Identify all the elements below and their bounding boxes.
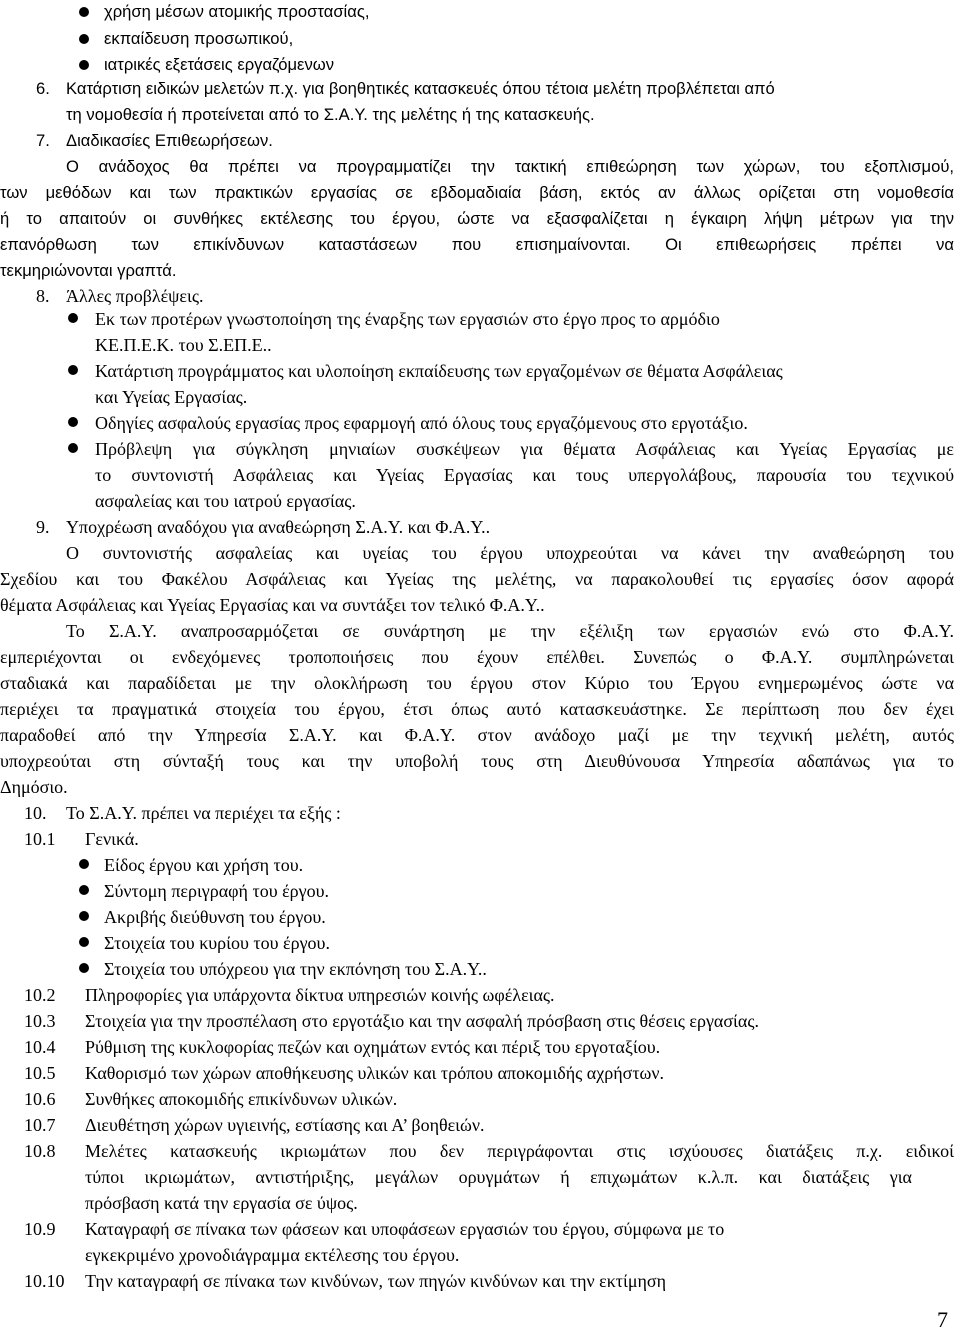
item-number: 6.: [36, 79, 50, 98]
list-item: Κατάρτιση προγράμματος και υλοποίηση εκπαίδευσης των εργαζομένων σε θέματα Ασφάλειας: [95, 361, 783, 381]
list-item: ασφαλείας και του ιατρού εργασίας.: [95, 491, 356, 511]
subitem-text: Μελέτες κατασκευής ικριωμάτων που δεν περιγράφονται στις ισχύουσες διατάξεις π.χ. ειδικοί: [85, 1141, 954, 1161]
item-number: 8.: [36, 286, 50, 306]
subitem-text: Στοιχεία για την προσπέλαση στο εργοτάξιο και την ασφαλή πρόσβαση στις θέσεις εργασίας.: [85, 1011, 759, 1031]
section-title: Υποχρέωση αναδόχου για αναθεώρηση Σ.Α.Υ. και Φ.Α.Υ..: [66, 517, 491, 537]
item-number: 9.: [36, 517, 50, 537]
list-item: χρήση μέσων ατομικής προστασίας,: [104, 2, 370, 21]
list-item: Εκ των προτέρων γνωστοποίηση της έναρξης των εργασιών στο έργο προς το αρμόδιο: [95, 309, 720, 329]
list-item: Οδηγίες ασφαλούς εργασίας προς εφαρμογή από όλους τους εργαζόμενους στο εργοτάξιο.: [95, 413, 748, 433]
subitem-number: 10.9: [24, 1219, 56, 1239]
subitem-text: εγκεκριμένο χρονοδιάγραμμα εκτέλεσης του έργου.: [85, 1245, 460, 1265]
paragraph-line: ή το απαιτούν οι συνθήκες εκτέλεσης του έργου, ώστε να εξασφαλίζεται η έγκαιρη λήψη μέτρων για την: [0, 209, 954, 228]
bullet-dot: [68, 417, 78, 427]
paragraph-line: περιέχει τα πραγματικά στοιχεία του έργου, έτσι όπως αυτό κατασκευάστηκε. Σε περίπτωση που δεν έχει: [0, 699, 954, 719]
subitem-text: Ρύθμιση της κυκλοφορίας πεζών και οχημάτων εντός και πέριξ του εργοταξίου.: [85, 1037, 661, 1057]
bullet-dot: [79, 60, 89, 70]
bullet-dot: [79, 963, 89, 973]
paragraph-line: Το Σ.Α.Υ. αναπροσαρμόζεται σε συνάρτηση με την εξέλιξη των εργασιών ενώ στο Φ.Α.Υ.: [66, 621, 954, 641]
paragraph-line: Σχεδίου και του Φακέλου Ασφάλειας και Υγείας της μελέτης, να παρακολουθεί τις εργασίες όσον αφορά: [0, 569, 954, 589]
list-item: Είδος έργου και χρήση του.: [104, 855, 304, 875]
paragraph-line: των μεθόδων και των πρακτικών εργασίας σε εβδομαδιαία βάση, εκτός αν άλλως ορίζεται στη νομοθεσία: [0, 183, 954, 202]
paragraph-line: τεκμηριώνονται γραπτά.: [0, 261, 177, 280]
subitem-text: Συνθήκες αποκομιδής επικίνδυνων υλικών.: [85, 1089, 398, 1109]
bullet-dot: [68, 443, 78, 453]
subitem-text: Πληροφορίες για υπάρχοντα δίκτυα υπηρεσιών κοινής ωφέλειας.: [85, 985, 555, 1005]
paragraph-line: Ο ανάδοχος θα πρέπει να προγραμματίζει την τακτική επιθεώρηση των χώρων, του εξοπλισμού,: [66, 157, 954, 176]
bullet-dot: [79, 859, 89, 869]
list-item: και Υγείας Εργασίας.: [95, 387, 248, 407]
paragraph-line: θέματα Ασφάλειας και Υγείας Εργασίας και να συντάξει τον τελικό Φ.Α.Υ..: [0, 595, 545, 615]
paragraph-line: παραδοθεί από την Υπηρεσία Σ.Α.Υ. και Φ.Α.Υ. στον ανάδοχο μαζί με την τεχνική μελέτη, αυτός: [0, 725, 954, 745]
paragraph-line: Δημόσιο.: [0, 777, 68, 797]
bullet-dot: [79, 34, 89, 44]
item-text: τη νομοθεσία ή προτείνεται από το Σ.Α.Υ. της μελέτης ή της κατασκευής.: [66, 105, 595, 124]
subitem-text: Την καταγραφή σε πίνακα των κινδύνων, των πηγών κινδύνων και την εκτίμηση: [85, 1271, 667, 1291]
bullet-dot: [68, 365, 78, 375]
subitem-text: Καθορισμό των χώρων αποθήκευσης υλικών και τρόπου αποκομιδής αχρήστων.: [85, 1063, 665, 1083]
subitem-number: 10.1: [24, 829, 56, 849]
bullet-dot: [79, 937, 89, 947]
list-item: Στοιχεία του υπόχρεου για την εκπόνηση του Σ.Α.Υ..: [104, 959, 487, 979]
subitem-number: 10.3: [24, 1011, 56, 1031]
list-item: ΚΕ.Π.Ε.Κ. του Σ.ΕΠ.Ε..: [95, 335, 272, 355]
subitem-text: Γενικά.: [85, 829, 139, 849]
list-item: το συντονιστή Ασφάλειας και Υγείας Εργασίας και τους υπεργολάβους, παρουσία του τεχνικού: [95, 465, 954, 485]
section-title: Το Σ.Α.Υ. πρέπει να περιέχει τα εξής :: [66, 803, 341, 823]
paragraph-line: σταδιακά και παραδίδεται με την ολοκλήρωση του έργου στον Κύριο του Έργου ενημερωμένος ώστε να: [0, 673, 954, 693]
subitem-number: 10.8: [24, 1141, 56, 1161]
subitem-number: 10.6: [24, 1089, 56, 1109]
section-title: Άλλες προβλέψεις.: [66, 286, 204, 306]
subitem-number: 10.2: [24, 985, 56, 1005]
paragraph-line: υποχρεούται στη σύνταξή τους και την υποβολή τους στη Διευθύνουσα Υπηρεσία αδαπάνως για το: [0, 751, 954, 771]
paragraph-line: επανόρθωση των επικίνδυνων καταστάσεων που επισημαίνονται. Οι επιθεωρήσεις πρέπει να: [0, 235, 954, 254]
paragraph-line: εμπεριέχονται οι ενδεχόμενες τροποποιήσεις που έχουν επέλθει. Συνεπώς ο Φ.Α.Υ. συμπληρώνεται: [0, 647, 954, 667]
list-item: Στοιχεία του κυρίου του έργου.: [104, 933, 330, 953]
paragraph-line: Ο συντονιστής ασφαλείας και υγείας του έργου υποχρεούται να κάνει την αναθεώρηση του: [66, 543, 954, 563]
subitem-number: 10.5: [24, 1063, 56, 1083]
bullet-dot: [79, 885, 89, 895]
page-number: 7: [937, 1307, 948, 1332]
section-title: Διαδικασίες Επιθεωρήσεων.: [66, 131, 273, 150]
item-number: 7.: [36, 131, 50, 150]
subitem-number: 10.4: [24, 1037, 56, 1057]
bullet-dot: [79, 7, 89, 17]
bullet-dot: [68, 313, 78, 323]
list-item: Σύντομη περιγραφή του έργου.: [104, 881, 330, 901]
item-number: 10.: [24, 803, 47, 823]
bullet-dot: [79, 911, 89, 921]
subitem-number: 10.7: [24, 1115, 56, 1135]
subitem-text: πρόσβαση κατά την εργασία σε ύψος.: [85, 1193, 358, 1213]
list-item: εκπαίδευση προσωπικού,: [104, 29, 294, 48]
list-item: ιατρικές εξετάσεις εργαζόμενων: [104, 55, 335, 74]
subitem-text: τύποι ικριωμάτων, αντιστήριξης, μεγάλων ορυγμάτων ή επιχωμάτων κ.λ.π. και διατάξεις για: [85, 1167, 912, 1187]
subitem-text: Καταγραφή σε πίνακα των φάσεων και υποφάσεων εργασιών του έργου, σύμφωνα με το: [85, 1219, 725, 1239]
list-item: Ακριβής διεύθυνση του έργου.: [104, 907, 326, 927]
item-text: Κατάρτιση ειδικών μελετών π.χ. για βοηθητικές κατασκευές όπου τέτοια μελέτη προβλέπεται από: [66, 79, 775, 98]
list-item: Πρόβλεψη για σύγκληση μηνιαίων συσκέψεων για θέματα Ασφάλειας και Υγείας Εργασίας με: [95, 439, 954, 459]
subitem-number: 10.10: [24, 1271, 65, 1291]
subitem-text: Διευθέτηση χώρων υγιεινής, εστίασης και Α’ βοηθειών.: [85, 1115, 485, 1135]
